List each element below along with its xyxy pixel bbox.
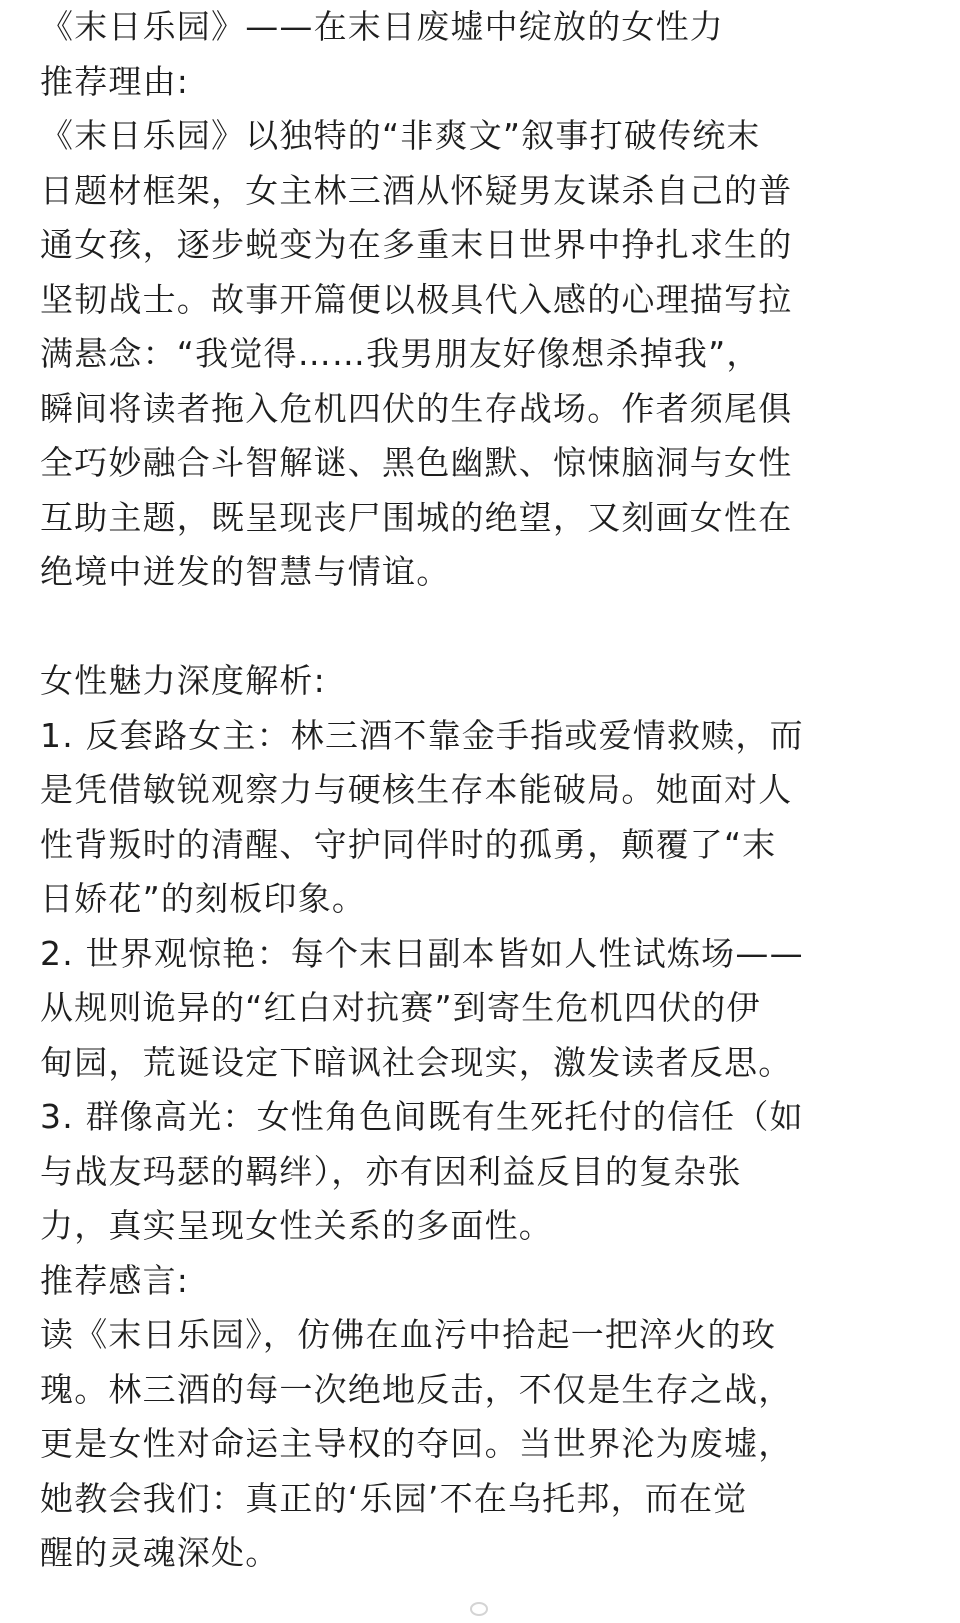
feeling-line: 读《末日乐园》，仿佛在血污中拾起一把淬火的玫 — [40, 1315, 776, 1354]
analysis-line: 2. 世界观惊艳：每个末日副本皆如人性试炼场—— — [40, 933, 804, 973]
feeling-line: 瑰。林三酒的每一次绝地反击，不仅是生存之战， — [40, 1369, 793, 1409]
analysis-line: 力，真实呈现女性关系的多面性。 — [40, 1206, 553, 1245]
reason-line: 《末日乐园》以独特的“非爽文”叙事打破传统末 — [40, 116, 761, 155]
document-body — [40, 0, 910, 1581]
analysis-line: 性背叛时的清醒、守护同伴时的孤勇，颠覆了“末 — [40, 824, 777, 864]
paragraph-spacer — [40, 600, 910, 655]
analysis-line: 是凭借敏锐观察力与硬核生存本能破局。她面对人 — [40, 770, 793, 809]
reason-line: 全巧妙融合斗智解谜、黑色幽默、惊悚脑洞与女性 — [40, 443, 793, 482]
analysis-line: 1. 反套路女主：林三酒不靠金手指或爱情救赎，而 — [40, 715, 804, 755]
analysis-line: 与战友玛瑟的羁绊），亦有因利益反目的复杂张 — [40, 1151, 742, 1191]
reason-heading: 推荐理由: — [40, 61, 190, 101]
analysis-line: 甸园，荒诞设定下暗讽社会现实，激发读者反思。 — [40, 1042, 793, 1082]
feeling-line: 更是女性对命运主导权的夺回。当世界沦为废墟， — [40, 1424, 793, 1463]
analysis-line: 从规则诡异的“红白对抗赛”到寄生危机四伏的伊 — [40, 988, 761, 1027]
reason-line: 日题材框架，女主林三酒从怀疑男友谋杀自己的普 — [40, 170, 793, 210]
analysis-line: 日娇花”的刻板印象。 — [40, 879, 367, 918]
feeling-heading: 推荐感言: — [40, 1260, 190, 1300]
reason-line: 坚韧战士。故事开篇便以极具代入感的心理描写拉 — [40, 279, 793, 319]
reason-line: 满悬念：“我觉得……我男朋友好像想杀掉我”， — [40, 334, 761, 373]
feeling-line: 她教会我们：真正的‘乐园’不在乌托邦，而在觉 — [40, 1478, 748, 1518]
weibo-logo-icon — [470, 1602, 488, 1616]
reason-line: 瞬间将读者拖入危机四伏的生存战场。作者须尾俱 — [40, 388, 793, 428]
reason-line: 通女孩，逐步蜕变为在多重末日世界中挣扎求生的 — [40, 225, 793, 264]
reason-line: 互助主题，既呈现丧尸围城的绝望，又刻画女性在 — [40, 497, 793, 537]
feeling-line: 醒的灵魂深处。 — [40, 1533, 280, 1572]
post-title: 《末日乐园》——在末日废墟中绽放的女性力 — [40, 7, 724, 46]
analysis-line: 3. 群像高光：女性角色间既有生死托付的信任（如 — [40, 1097, 804, 1136]
reason-line: 绝境中迸发的智慧与情谊。 — [40, 552, 451, 591]
analysis-heading: 女性魅力深度解析: — [40, 661, 326, 700]
watermark — [470, 1602, 488, 1616]
